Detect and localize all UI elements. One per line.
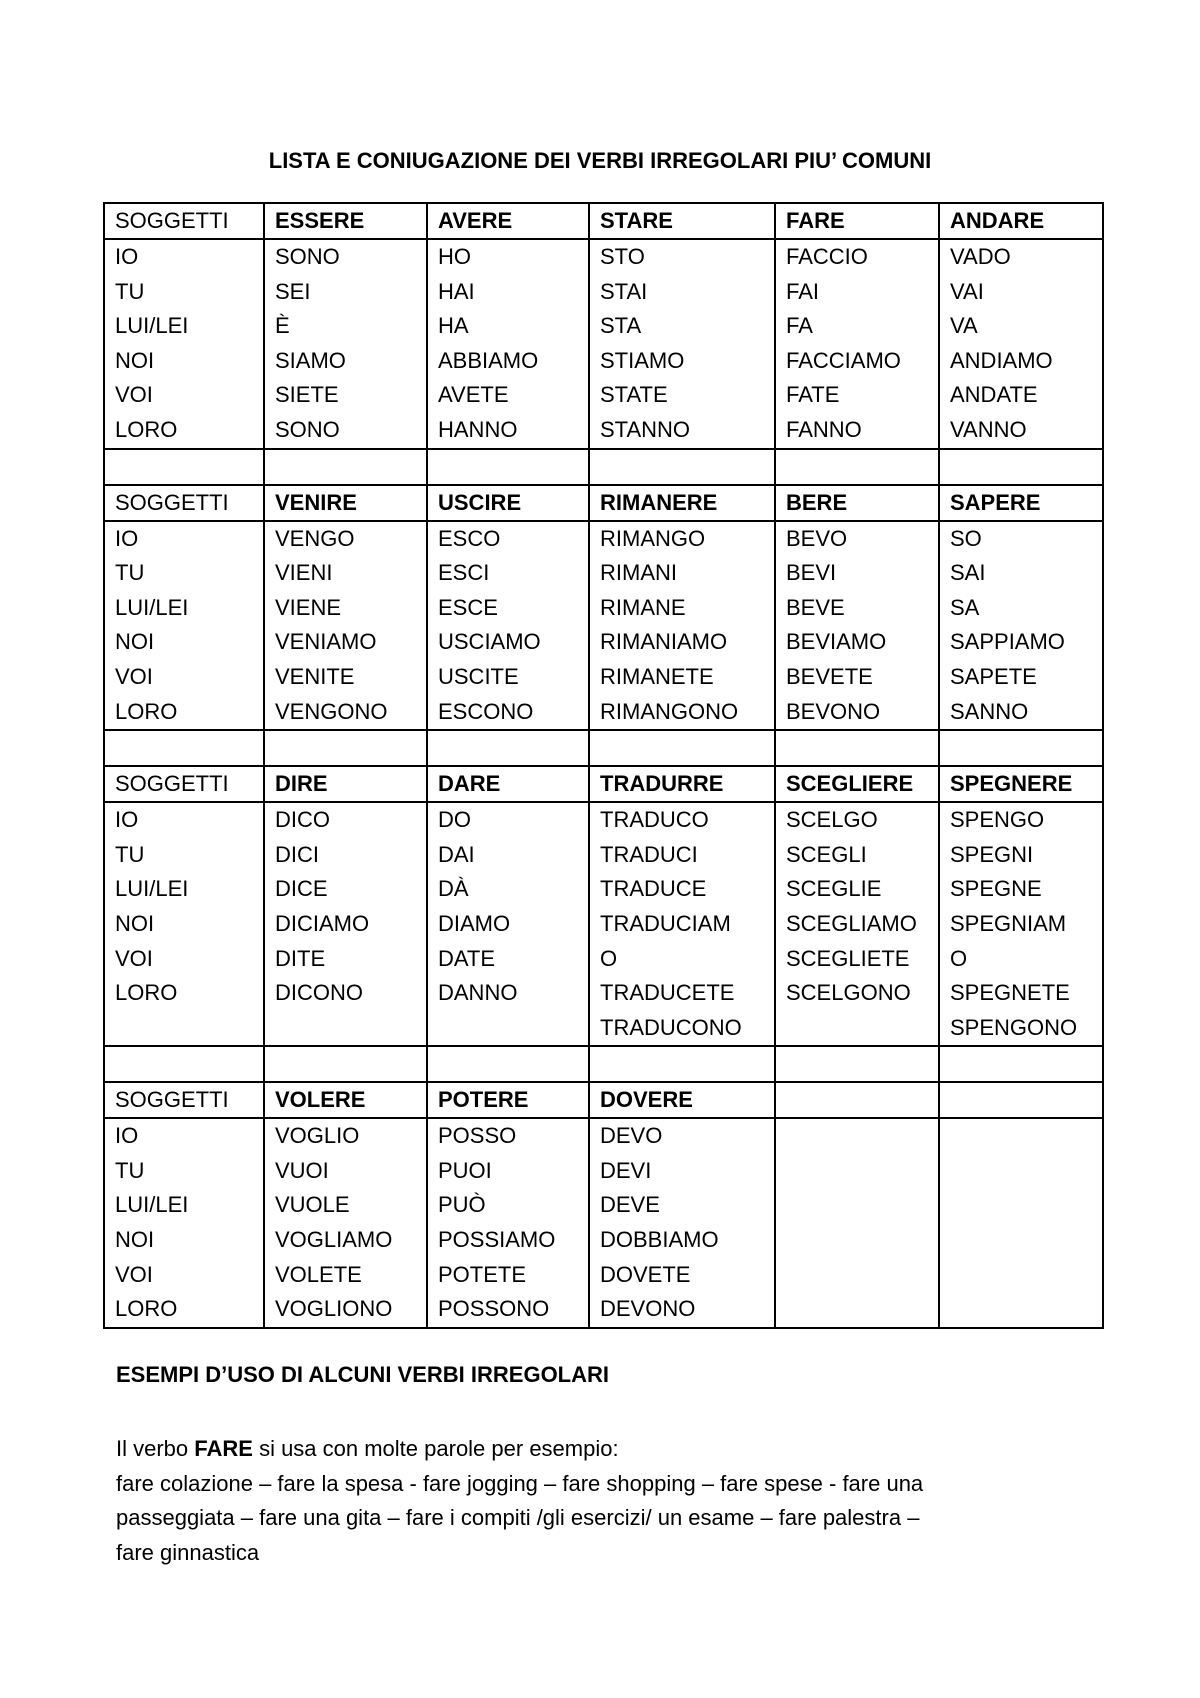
verb-form: HA — [438, 313, 469, 339]
verb-form: DATE — [438, 945, 496, 971]
verb-form: STIAMO — [600, 347, 685, 373]
spacer-row — [104, 730, 1103, 766]
verb-form: POSSO — [438, 1123, 517, 1149]
conjugation-cell — [775, 1118, 939, 1328]
verb-form: RIMANETE — [600, 663, 714, 689]
verb-header: ESSERE — [264, 203, 427, 239]
verb-form: DICONO — [275, 980, 363, 1006]
verb-form: STAI — [600, 278, 648, 304]
verb-form: DIAMO — [438, 910, 511, 936]
verb-form: O — [600, 945, 618, 971]
subject-pronoun: LORO — [115, 1296, 178, 1322]
verb-form: HAI — [438, 278, 475, 304]
verb-form: TRADUCONO — [600, 1014, 742, 1040]
conjugation-row — [104, 239, 1103, 449]
verb-form: SPEGNETE — [950, 980, 1070, 1006]
verb-form: DICO — [275, 807, 330, 833]
verb-form: DANNO — [438, 980, 518, 1006]
subject-pronoun: NOI — [115, 1227, 155, 1253]
verb-form: VUOLE — [275, 1192, 350, 1218]
verb-form: VADO — [950, 244, 1011, 269]
verb-form: SAPETE — [950, 663, 1037, 689]
verb-header: FARE — [775, 203, 939, 239]
subjects-header: SOGGETTI — [104, 485, 264, 521]
verb-header: BERE — [775, 485, 939, 521]
verb-form: BEVIAMO — [786, 629, 887, 655]
verb-header: DIRE — [264, 766, 427, 802]
verb-form: DITE — [275, 945, 326, 971]
verb-form: HANNO — [438, 416, 518, 442]
intro-verb: FARE — [194, 1436, 253, 1461]
verb-form: SIAMO — [275, 347, 346, 373]
empty-cell — [427, 1046, 589, 1082]
empty-cell — [104, 1046, 264, 1082]
verb-form: ESCE — [438, 594, 498, 620]
verb-form: VA — [950, 313, 978, 339]
examples-paragraph — [116, 1432, 1076, 1571]
verb-form: STO — [600, 244, 645, 269]
empty-cell — [939, 730, 1103, 766]
verb-form: RIMANGONO — [600, 698, 739, 724]
conjugation-cell — [264, 1118, 427, 1328]
verb-form: SONO — [275, 244, 340, 269]
verb-form: O — [950, 945, 968, 971]
verb-form: DAI — [438, 841, 475, 867]
verb-form: FACCIO — [786, 244, 868, 269]
subjects-header: SOGGETTI — [104, 766, 264, 802]
verb-form: VOGLIAMO — [275, 1227, 393, 1253]
conjugation-cell — [427, 1118, 589, 1328]
verb-form: SCEGLIETE — [786, 945, 910, 971]
conjugation-table — [103, 202, 1104, 1329]
verb-form: VOGLIO — [275, 1123, 360, 1149]
subjects-cell — [104, 802, 264, 1046]
empty-cell — [939, 449, 1103, 485]
verb-form: ABBIAMO — [438, 347, 539, 373]
verb-form: DOBBIAMO — [600, 1227, 719, 1253]
verb-form: BEVI — [786, 560, 837, 586]
verb-form: SONO — [275, 416, 340, 442]
verb-form: DICI — [275, 841, 319, 867]
verb-form: STATE — [600, 382, 668, 408]
verb-form: VIENE — [275, 594, 342, 620]
conjugation-cell — [427, 239, 589, 449]
verb-form: TRADUCIAM — [600, 910, 731, 936]
intro-text-before: Il verbo — [116, 1436, 195, 1461]
verb-header: DARE — [427, 766, 589, 802]
verb-form: VENGO — [275, 525, 355, 551]
example-line: passeggiata – fare una gita – fare i compiti /gli esercizi/ un esame – fare palestra – — [116, 1505, 920, 1531]
verb-form: SIETE — [275, 382, 339, 408]
verb-header: SAPERE — [939, 485, 1103, 521]
verb-form: SPEGNI — [950, 841, 1034, 867]
empty-cell — [775, 449, 939, 485]
verb-form: DEVONO — [600, 1296, 696, 1322]
subject-pronoun: VOI — [115, 382, 153, 408]
verb-header — [775, 1082, 939, 1118]
verb-form: VENIAMO — [275, 629, 377, 655]
verb-form: VUOI — [275, 1157, 329, 1183]
verb-header: VENIRE — [264, 485, 427, 521]
conjugation-cell — [264, 521, 427, 731]
verb-form: POTETE — [438, 1261, 527, 1287]
verb-form: TRADUCETE — [600, 980, 735, 1006]
verb-form: FANNO — [786, 416, 862, 442]
empty-cell — [939, 1046, 1103, 1082]
empty-cell — [589, 1046, 775, 1082]
empty-cell — [775, 730, 939, 766]
verb-form: SPENGO — [950, 807, 1045, 833]
subject-pronoun: IO — [115, 244, 139, 269]
verb-form: AVETE — [438, 382, 509, 408]
verb-form: SCEGLIE — [786, 876, 882, 902]
verb-form: RIMANE — [600, 594, 686, 620]
conjugation-row — [104, 1118, 1103, 1328]
conjugation-cell — [939, 1118, 1103, 1328]
header-row — [104, 203, 1103, 239]
subject-pronoun: IO — [115, 807, 139, 833]
verb-form: DICE — [275, 876, 328, 902]
verb-header: AVERE — [427, 203, 589, 239]
spacer-row — [104, 449, 1103, 485]
empty-cell — [775, 1046, 939, 1082]
verb-form: È — [275, 313, 290, 339]
conjugation-cell — [775, 239, 939, 449]
verb-form: STANNO — [600, 416, 691, 442]
verb-form: SAI — [950, 560, 986, 586]
verb-form: POSSONO — [438, 1296, 550, 1322]
subject-pronoun: LUI/LEI — [115, 876, 189, 902]
subject-pronoun: NOI — [115, 910, 155, 936]
examples-intro — [116, 1432, 1076, 1467]
verb-form: ESCONO — [438, 698, 534, 724]
verb-header: SPEGNERE — [939, 766, 1103, 802]
verb-form: DICIAMO — [275, 910, 370, 936]
subject-pronoun: LORO — [115, 698, 178, 724]
verb-form: VENGONO — [275, 698, 388, 724]
verb-form: SPENGONO — [950, 1014, 1078, 1040]
verb-form: TRADUCO — [600, 807, 709, 833]
subject-pronoun: TU — [115, 278, 145, 304]
empty-cell — [264, 1046, 427, 1082]
verb-form: USCITE — [438, 663, 519, 689]
page-title: LISTA E CONIUGAZIONE DEI VERBI IRREGOLARI PIU’ COMUNI — [268, 148, 932, 173]
verb-form: RIMANGO — [600, 525, 706, 551]
empty-cell — [427, 730, 589, 766]
subject-pronoun: LUI/LEI — [115, 1192, 189, 1218]
empty-cell — [589, 730, 775, 766]
subject-pronoun: TU — [115, 841, 145, 867]
verb-header: ANDARE — [939, 203, 1103, 239]
empty-cell — [104, 449, 264, 485]
verb-form: SCEGLIAMO — [786, 910, 917, 936]
verb-form: DÀ — [438, 876, 469, 902]
verb-header: STARE — [589, 203, 775, 239]
verb-form: SANNO — [950, 698, 1029, 724]
intro-text-after: si usa con molte parole per esempio: — [252, 1436, 619, 1461]
conjugation-cell — [427, 802, 589, 1046]
subject-pronoun: TU — [115, 1157, 145, 1183]
verb-form: BEVO — [786, 525, 848, 551]
verb-form: SCEGLI — [786, 841, 867, 867]
subject-pronoun: VOI — [115, 945, 153, 971]
subject-pronoun: VOI — [115, 1261, 153, 1287]
verb-form: RIMANI — [600, 560, 677, 586]
verb-form: VAI — [950, 278, 984, 304]
empty-cell — [104, 730, 264, 766]
subjects-header: SOGGETTI — [104, 203, 264, 239]
subject-pronoun: IO — [115, 1123, 139, 1149]
verb-form: SAPPIAMO — [950, 629, 1065, 655]
subject-pronoun: LUI/LEI — [115, 594, 189, 620]
verb-form: FACCIAMO — [786, 347, 901, 373]
example-line: fare colazione – fare la spesa - fare jogging – fare shopping – fare spese - fare una — [116, 1470, 924, 1496]
header-row — [104, 766, 1103, 802]
conjugation-cell — [939, 802, 1103, 1046]
conjugation-cell — [775, 802, 939, 1046]
verb-form: POSSIAMO — [438, 1227, 556, 1253]
verb-header: RIMANERE — [589, 485, 775, 521]
empty-cell — [427, 449, 589, 485]
empty-cell — [589, 449, 775, 485]
verb-form: SPEGNIAM — [950, 910, 1067, 936]
verb-form: BEVETE — [786, 663, 873, 689]
spacer-row — [104, 1046, 1103, 1082]
subject-pronoun: NOI — [115, 347, 155, 373]
verb-form: SPEGNE — [950, 876, 1042, 902]
verb-form: FAI — [786, 278, 820, 304]
verb-form: TRADUCI — [600, 841, 698, 867]
subjects-cell — [104, 521, 264, 731]
verb-form: ANDATE — [950, 382, 1038, 408]
verb-form: ESCI — [438, 560, 490, 586]
verb-form: DO — [438, 807, 471, 833]
verb-form: STA — [600, 313, 642, 339]
conjugation-cell — [775, 521, 939, 731]
subject-pronoun: NOI — [115, 629, 155, 655]
verb-form: TRADUCE — [600, 876, 707, 902]
subjects-header: SOGGETTI — [104, 1082, 264, 1118]
subject-pronoun: TU — [115, 560, 145, 586]
conjugation-cell — [589, 521, 775, 731]
conjugation-cell — [589, 802, 775, 1046]
examples-heading: ESEMPI D’USO DI ALCUNI VERBI IRREGOLARI — [116, 1362, 610, 1387]
verb-form: DEVE — [600, 1192, 660, 1218]
header-row — [104, 485, 1103, 521]
verb-form: HO — [438, 244, 471, 269]
conjugation-cell — [264, 239, 427, 449]
verb-form: DOVETE — [600, 1261, 691, 1287]
verb-form: SA — [950, 594, 980, 620]
verb-form: DEVI — [600, 1157, 652, 1183]
conjugation-cell — [264, 802, 427, 1046]
verb-form: VENITE — [275, 663, 355, 689]
verb-form: PUOI — [438, 1157, 492, 1183]
subject-pronoun: VOI — [115, 663, 153, 689]
subjects-cell — [104, 239, 264, 449]
verb-header — [939, 1082, 1103, 1118]
verb-form: DEVO — [600, 1123, 663, 1149]
verb-header: SCEGLIERE — [775, 766, 939, 802]
verb-form: VOGLIONO — [275, 1296, 393, 1322]
verb-header: USCIRE — [427, 485, 589, 521]
verb-header: VOLERE — [264, 1082, 427, 1118]
verb-form: VANNO — [950, 416, 1027, 442]
verb-form: VIENI — [275, 560, 333, 586]
verb-form: USCIAMO — [438, 629, 541, 655]
verb-form: SO — [950, 525, 982, 551]
empty-cell — [264, 730, 427, 766]
subject-pronoun: LUI/LEI — [115, 313, 189, 339]
verb-form: SCELGO — [786, 807, 878, 833]
verb-form: PUÒ — [438, 1192, 486, 1218]
subjects-cell — [104, 1118, 264, 1328]
verb-form: ESCO — [438, 525, 501, 551]
verb-form: FA — [786, 313, 813, 339]
verb-form: BEVE — [786, 594, 845, 620]
verb-form: VOLETE — [275, 1261, 362, 1287]
conjugation-row — [104, 802, 1103, 1046]
subject-pronoun: LORO — [115, 416, 178, 442]
verb-form: RIMANIAMO — [600, 629, 728, 655]
verb-header: DOVERE — [589, 1082, 775, 1118]
conjugation-cell — [427, 521, 589, 731]
verb-form: FATE — [786, 382, 840, 408]
verb-form: BEVONO — [786, 698, 881, 724]
conjugation-row — [104, 521, 1103, 731]
conjugation-cell — [939, 521, 1103, 731]
conjugation-cell — [939, 239, 1103, 449]
verb-header: TRADURRE — [589, 766, 775, 802]
conjugation-cell — [589, 239, 775, 449]
subject-pronoun: IO — [115, 525, 139, 551]
verb-form: SEI — [275, 278, 311, 304]
verb-form: ANDIAMO — [950, 347, 1053, 373]
conjugation-cell — [589, 1118, 775, 1328]
empty-cell — [264, 449, 427, 485]
verb-header: POTERE — [427, 1082, 589, 1118]
verb-form: SCELGONO — [786, 980, 911, 1006]
example-line: fare ginnastica — [116, 1540, 260, 1566]
header-row — [104, 1082, 1103, 1118]
subject-pronoun: LORO — [115, 980, 178, 1006]
